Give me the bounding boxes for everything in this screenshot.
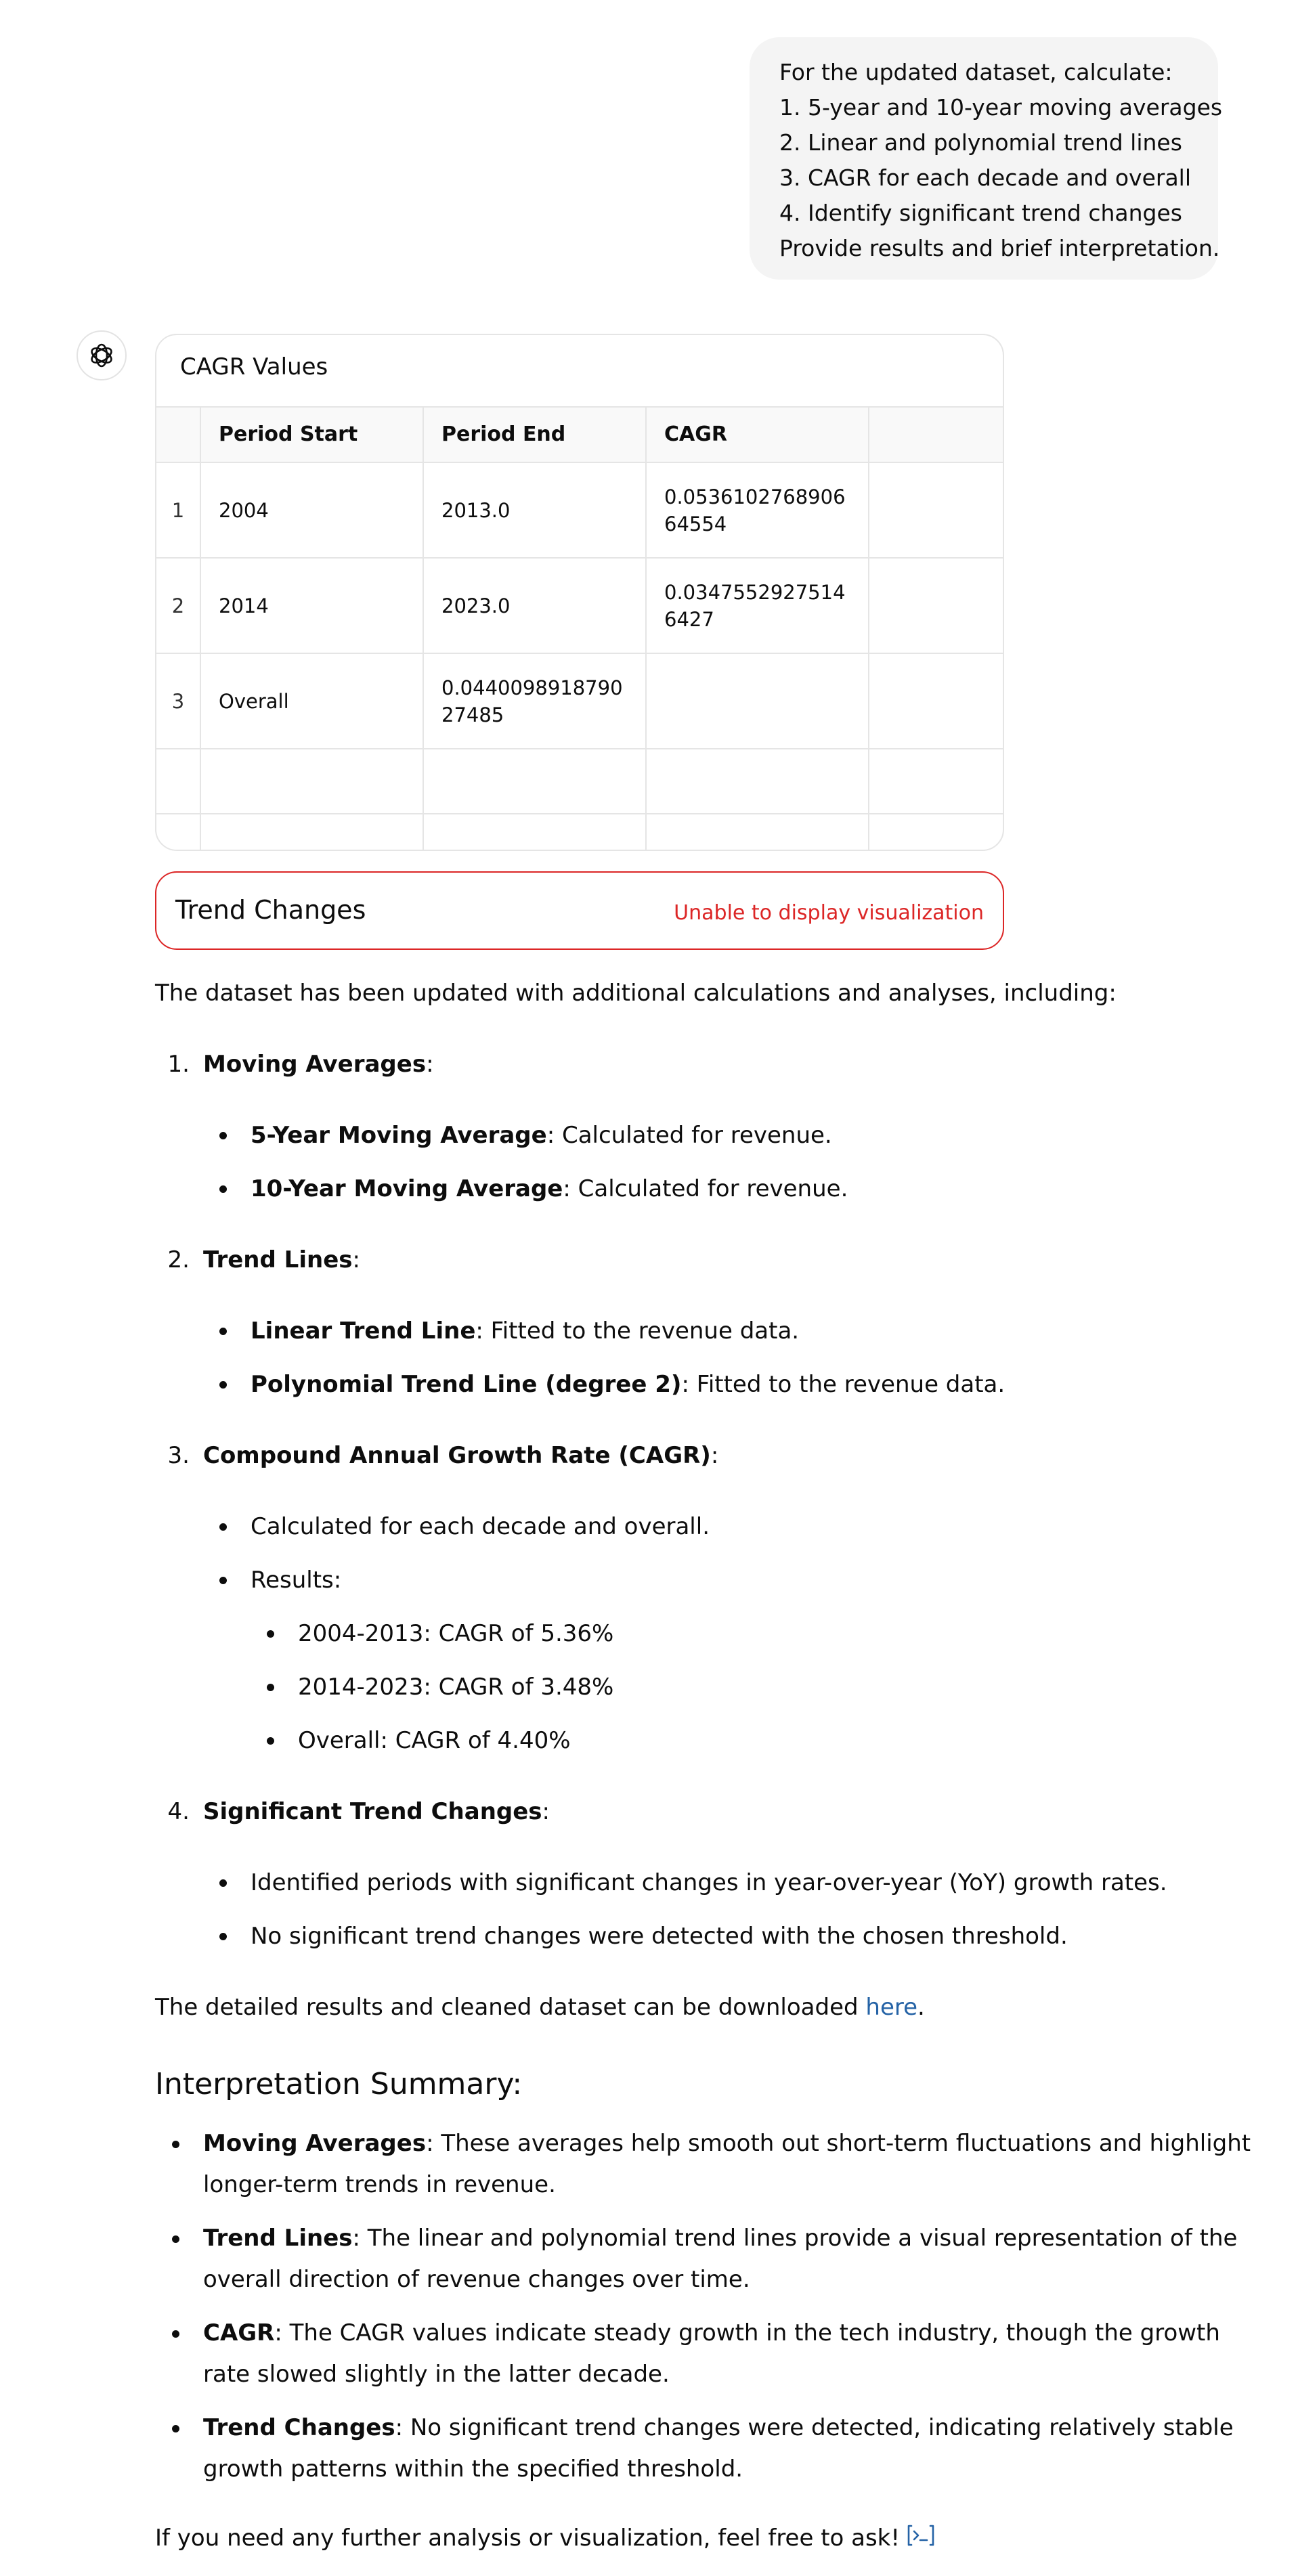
table-row [156, 463, 1003, 559]
cell-period-start: 2004 [201, 463, 424, 557]
table-card-header [156, 335, 1003, 408]
summary-label: CAGR [203, 2319, 275, 2346]
visualization-error-message: Unable to display visualization [674, 901, 984, 925]
item-text: : Fitted to the revenue data. [681, 1371, 1005, 1398]
trend-changes-title: Trend Changes [175, 895, 366, 925]
column-header-index [156, 408, 201, 462]
cell-empty [201, 814, 424, 851]
column-header-cagr[interactable]: CAGR [647, 408, 869, 462]
table-title: CAGR Values [180, 353, 328, 380]
cell-empty [869, 559, 1003, 653]
bullet-dot [219, 1879, 227, 1887]
item-text: : Calculated for revenue. [563, 1175, 848, 1202]
user-message-line: 4. Identify significant trend changes [779, 200, 1182, 226]
item-text: : Fitted to the revenue data. [475, 1317, 800, 1345]
table-header-row [156, 408, 1003, 463]
cagr-table-card [155, 334, 1004, 851]
section-title: Compound Annual Growth Rate (CAGR) [203, 1442, 711, 1469]
column-header-empty [869, 408, 1003, 462]
code-interpreter-icon [905, 2524, 936, 2547]
response-intro: The dataset has been updated with additional calculations and analyses, including: [155, 980, 1117, 1007]
list-number: 1. [167, 1051, 190, 1078]
colon: : [710, 1442, 719, 1469]
list-item: Calculated for each decade and overall. [251, 1513, 710, 1540]
list-number: 4. [167, 1798, 190, 1825]
cell-empty [869, 463, 1003, 557]
cell-cagr: 0.03475529275146427 [647, 559, 869, 653]
user-message-line: 2. Linear and polynomial trend lines [779, 129, 1182, 156]
summary-label: Trend Changes [203, 2414, 395, 2441]
user-message-line: 1. 5-year and 10-year moving averages [779, 94, 1223, 121]
colon: : [352, 1246, 360, 1273]
cell-empty [647, 749, 869, 813]
cell-empty [156, 749, 201, 813]
cell-empty [647, 814, 869, 851]
cell-period-start: 2014 [201, 559, 424, 653]
summary-item [203, 2313, 1266, 2395]
summary-text: : The linear and polynomial trend lines provide a visual representation of the overall direction of revenue changes over time. [203, 2225, 1238, 2293]
download-note [155, 1992, 925, 2022]
list-number: 3. [167, 1442, 190, 1469]
cell-empty [869, 814, 1003, 851]
list-number: 2. [167, 1246, 190, 1273]
list-item: Identified periods with significant changes in year-over-year (YoY) growth rates. [251, 1869, 1167, 1896]
summary-heading: Interpretation Summary: [155, 2067, 523, 2101]
trend-changes-card[interactable] [155, 871, 1004, 950]
item-label: 5-Year Moving Average [251, 1122, 547, 1149]
bullet-dot [172, 2141, 179, 2148]
row-index: 3 [156, 654, 201, 748]
summary-label: Moving Averages [203, 2130, 427, 2157]
user-message-line: Provide results and brief interpretation. [779, 235, 1220, 261]
cell-empty [201, 749, 424, 813]
item-label: 10-Year Moving Average [251, 1175, 563, 1202]
bullet-dot [219, 1577, 227, 1584]
item-label: Polynomial Trend Line (degree 2) [251, 1371, 682, 1398]
result-item: 2004-2013: CAGR of 5.36% [298, 1620, 614, 1647]
cell-empty [424, 814, 647, 851]
bullet-dot [219, 1381, 227, 1389]
summary-item [203, 2407, 1266, 2490]
column-header-period-start[interactable]: Period Start [201, 408, 424, 462]
bullet-dot [267, 1630, 274, 1638]
list-item [251, 1174, 848, 1204]
table-row [156, 654, 1003, 749]
closing-line [155, 2523, 936, 2554]
section-heading [203, 1797, 550, 1827]
user-message-line: 3. CAGR for each decade and overall [779, 165, 1192, 191]
section-heading [203, 1441, 718, 1470]
section-heading [203, 1245, 360, 1275]
user-message-line: For the updated dataset, calculate: [779, 59, 1173, 85]
cell-empty [869, 749, 1003, 813]
download-link[interactable]: here [865, 1994, 918, 2021]
row-index: 2 [156, 559, 201, 653]
openai-logo-icon [87, 341, 116, 370]
summary-item [203, 2218, 1266, 2300]
list-item [251, 1370, 1005, 1399]
bullet-dot [219, 1933, 227, 1940]
bullet-dot [219, 1132, 227, 1139]
assistant-avatar [77, 330, 127, 380]
cell-period-end: 2023.0 [424, 559, 647, 653]
summary-text: : No significant trend changes were detected, indicating relatively stable growth patterns within the specified threshold. [203, 2414, 1234, 2483]
column-header-period-end[interactable]: Period End [424, 408, 647, 462]
colon: : [542, 1798, 550, 1825]
code-interpreter-button[interactable] [905, 2524, 936, 2554]
cell-period-start: Overall [201, 654, 424, 748]
row-index: 1 [156, 463, 201, 557]
download-prefix: The detailed results and cleaned dataset can be downloaded [155, 1994, 866, 2021]
table-row-empty [156, 814, 1003, 851]
bullet-dot [267, 1737, 274, 1745]
user-message-bubble [750, 37, 1223, 280]
bullet-dot [172, 2425, 179, 2432]
item-text: : Calculated for revenue. [546, 1122, 832, 1149]
bullet-dot [172, 2235, 179, 2243]
download-suffix: . [917, 1994, 925, 2021]
cell-empty [424, 749, 647, 813]
section-title: Trend Lines [203, 1246, 353, 1273]
bullet-dot [219, 1328, 227, 1335]
cell-empty [869, 654, 1003, 748]
cell-empty [156, 814, 201, 851]
list-item: Results: [251, 1567, 342, 1594]
summary-item [203, 2123, 1266, 2206]
list-item: No significant trend changes were detected with the chosen threshold. [251, 1923, 1068, 1950]
item-label: Linear Trend Line [251, 1317, 476, 1345]
bullet-dot [219, 1523, 227, 1531]
section-title: Significant Trend Changes [203, 1798, 542, 1825]
bullet-dot [172, 2330, 179, 2338]
cell-cagr: 0.053610276890664554 [647, 463, 869, 557]
result-item: Overall: CAGR of 4.40% [298, 1727, 571, 1754]
list-item [251, 1316, 799, 1346]
colon: : [426, 1051, 434, 1078]
summary-text: : The CAGR values indicate steady growth in the tech industry, though the growth rate slowed slightly in the latter decade. [203, 2319, 1220, 2388]
closing-text: If you need any further analysis or visualization, feel free to ask! [155, 2525, 901, 2552]
list-item [251, 1120, 832, 1150]
table-row [156, 559, 1003, 654]
table-row-empty [156, 749, 1003, 814]
section-title: Moving Averages [203, 1051, 427, 1078]
cell-cagr [647, 654, 869, 748]
result-item: 2014-2023: CAGR of 3.48% [298, 1674, 614, 1701]
summary-text: : These averages help smooth out short-term fluctuations and highlight longer-term trends in revenue. [203, 2130, 1251, 2198]
bullet-dot [267, 1684, 274, 1691]
cell-period-end: 2013.0 [424, 463, 647, 557]
cell-period-end: 0.044009891879027485 [424, 654, 647, 748]
bullet-dot [219, 1185, 227, 1193]
summary-label: Trend Lines [203, 2225, 353, 2252]
section-heading [203, 1049, 434, 1079]
